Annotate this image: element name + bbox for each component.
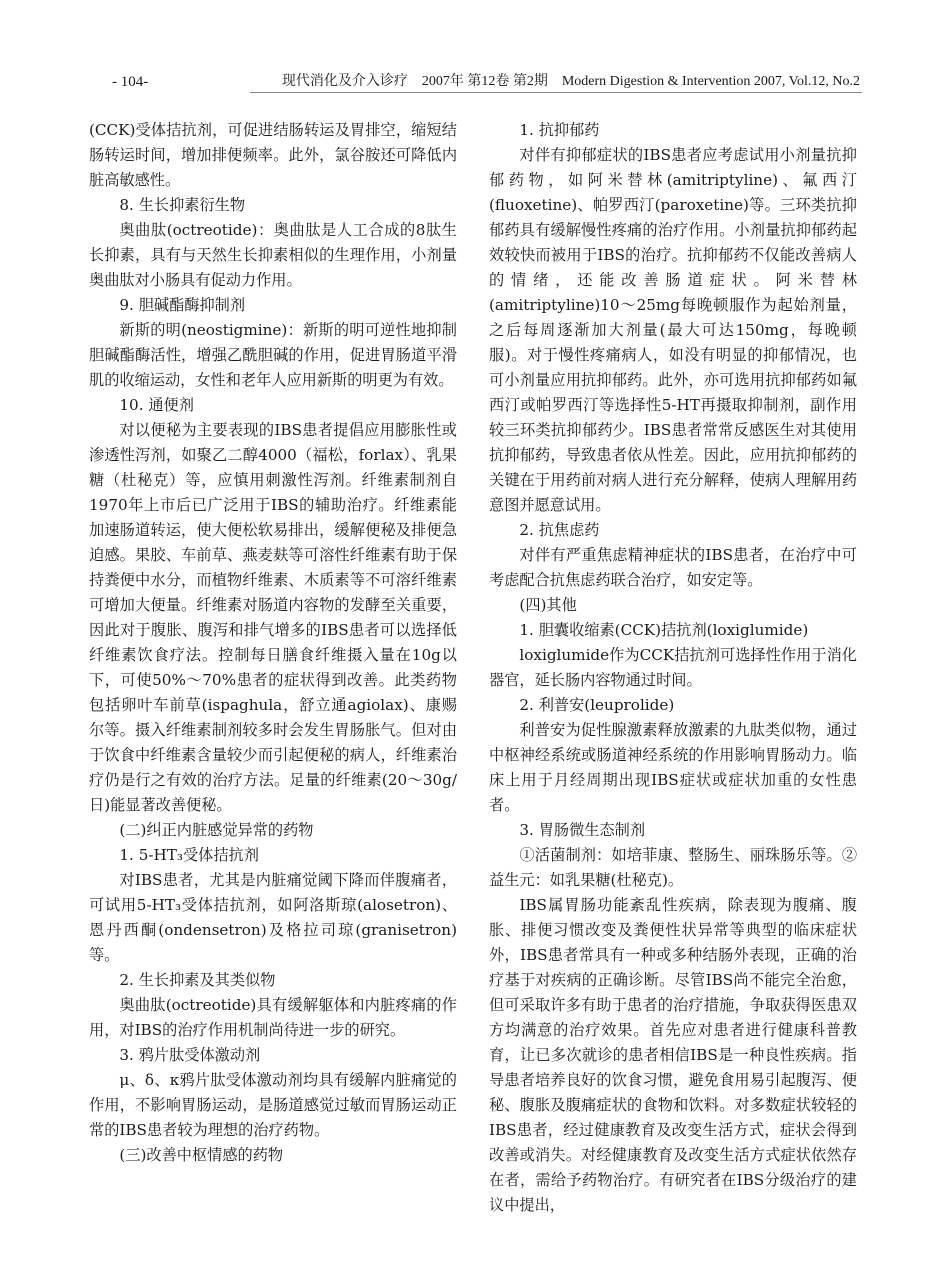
- section-heading: (四)其他: [519, 596, 577, 614]
- paragraph: 对伴有严重焦虑精神症状的IBS患者，在治疗中可考虑配合抗焦虑药联合治疗，如安定等。: [489, 546, 857, 589]
- paragraph: 利普安为促性腺激素释放激素的九肽类似物，通过中枢神经系统或肠道神经系统的作用影响胃肠动力。临床上用于月经周期出现IBS症状或症状加重的女性患者。: [489, 721, 857, 814]
- left-column: [89, 118, 457, 1168]
- right-column: [489, 118, 857, 1218]
- section-heading: 8. 生长抑素衍生物: [119, 196, 246, 214]
- paragraph: 对伴有抑郁症状的IBS患者应考虑试用小剂量抗抑郁药物，如阿米替林(amitriptyline)、氟西汀(fluoxetine)、帕罗西汀(paroxetine)等。三环类抗抑郁药具有缓解慢性疼痛的治疗作用。小剂量抗抑郁药起效较快而被用于IBS的治疗。抗抑郁药不仅能改善病人的情绪，还能改善肠道症状。阿米替林(amitriptyline)10～25mg每晚顿服作为起始剂量，之后每周逐渐加大剂量(最大可达150mg，每晚顿服)。对于慢性疼痛病人，如没有明显的抑郁情况，也可小剂量应用抗抑郁药。此外，亦可选用抗抑郁药如氟西汀或帕罗西汀等选择性5-HT再摄取抑制剂，副作用较三环类抗抑郁药少。IBS患者常常反感医生对其使用抗抑郁药，导致患者依从性差。因此，应用抗抑郁药的关键在于用药前对病人进行充分解释，使病人理解用药意图并愿意试用。: [489, 146, 857, 514]
- paragraph: (CCK)受体拮抗剂，可促进结肠转运及胃排空，缩短结肠转运时间，增加排便频率。此外，氯谷胺还可降低内脏高敏感性。: [89, 121, 457, 189]
- page-number: - 104-: [112, 74, 149, 90]
- section-heading: 2. 抗焦虑药: [519, 521, 600, 539]
- section-heading: 1. 胆囊收缩素(CCK)拮抗剂(loxiglumide): [519, 621, 809, 639]
- paragraph: 对IBS患者，尤其是内脏痛觉阈下降而伴腹痛者，可试用5-HT₃受体拮抗剂，如阿洛斯琼(alosetron)、恩丹西酮(ondensetron)及格拉司琼(granisetron)等。: [89, 871, 457, 964]
- paragraph: 奥曲肽(octreotide)：奥曲肽是人工合成的8肽生长抑素，具有与天然生长抑素相似的生理作用，小剂量奥曲肽对小肠具有促动力作用。: [89, 221, 457, 289]
- section-heading: 9. 胆碱酯酶抑制剂: [119, 296, 246, 314]
- paragraph: 新斯的明(neostigmine)：新斯的明可逆性地抑制胆碱酯酶活性，增强乙酰胆碱的作用，促进胃肠道平滑肌的收缩运动，女性和老年人应用新斯的明更为有效。: [89, 321, 457, 389]
- paragraph: 奥曲肽(octreotide)具有缓解躯体和内脏疼痛的作用，对IBS的治疗作用机制尚待进一步的研究。: [89, 996, 457, 1039]
- section-heading: 10. 通便剂: [119, 396, 194, 414]
- section-heading: 1. 抗抑郁药: [519, 121, 600, 139]
- running-head: 现代消化及介入诊疗 2007年 第12卷 第2期 Modern Digestion & Intervention 2007, Vol.12, No.2: [281, 74, 860, 89]
- section-heading: 1. 5-HT₃受体拮抗剂: [119, 846, 259, 864]
- paragraph: loxiglumide作为CCK拮抗剂可选择性作用于消化器官，延长肠内容物通过时间。: [489, 646, 857, 689]
- section-heading: (三)改善中枢情感的药物: [119, 1146, 284, 1164]
- paragraph: 对以便秘为主要表现的IBS患者提倡应用膨胀性或渗透性泻剂，如聚乙二醇4000（福松，forlax）、乳果糖（杜秘克）等，应慎用刺激性泻剂。纤维素制剂自1970年上市后已广泛用于IBS的辅助治疗。纤维素能加速肠道转运，使大便松软易排出，缓解便秘及排便急迫感。果胶、车前草、燕麦麸等可溶性纤维素有助于保持粪便中水分，而植物纤维素、木质素等不可溶纤维素可增加大便量。纤维素对肠道内容物的发酵至关重要，因此对于腹胀、腹泻和排气增多的IBS患者可以选择低纤维素饮食疗法。控制每日膳食纤维摄入量在10g以下，可使50%～70%患者的症状得到改善。此类药物包括卵叶车前草(ispaghula，舒立通agiolax)、康赐尔等。摄入纤维素制剂较多时会发生胃肠胀气。但对由于饮食中纤维素含量较少而引起便秘的病人，纤维素治疗仍是行之有效的治疗方法。足量的纤维素(20～30g/日)能显著改善便秘。: [89, 421, 457, 814]
- paragraph: IBS属胃肠功能紊乱性疾病，除表现为腹痛、腹胀、排便习惯改变及粪便性状异常等典型的临床症状外，IBS患者常具有一种或多种结肠外表现，正确的治疗基于对疾病的正确诊断。尽管IBS尚不能完全治愈，但可采取许多有助于患者的治疗措施，争取获得医患双方均满意的治疗效果。首先应对患者进行健康科普教育，让已多次就诊的患者相信IBS是一种良性疾病。指导患者培养良好的饮食习惯，避免食用易引起腹泻、便秘、腹胀及腹痛症状的食物和饮料。对多数症状较轻的IBS患者，经过健康教育及改变生活方式，症状会得到改善或消失。对经健康教育及改变生活方式症状依然存在者，需给予药物治疗。有研究者在IBS分级治疗的建议中提出，: [489, 896, 857, 1214]
- paragraph: μ、δ、κ鸦片肽受体激动剂均具有缓解内脏痛觉的作用，不影响胃肠运动，是肠道感觉过敏而胃肠运动正常的IBS患者较为理想的治疗药物。: [89, 1071, 457, 1139]
- paragraph: ①活菌制剂：如培菲康、整肠生、丽珠肠乐等。②益生元：如乳果糖(杜秘克)。: [489, 846, 857, 889]
- page-header: [0, 60, 950, 100]
- header-rule: [250, 92, 862, 93]
- section-heading: 2. 利普安(leuprolide): [519, 696, 675, 714]
- section-heading: (二)纠正内脏感觉异常的药物: [119, 821, 314, 839]
- section-heading: 3. 鸦片肽受体激动剂: [119, 1046, 261, 1064]
- section-heading: 3. 胃肠微生态制剂: [519, 821, 646, 839]
- section-heading: 2. 生长抑素及其类似物: [119, 971, 276, 989]
